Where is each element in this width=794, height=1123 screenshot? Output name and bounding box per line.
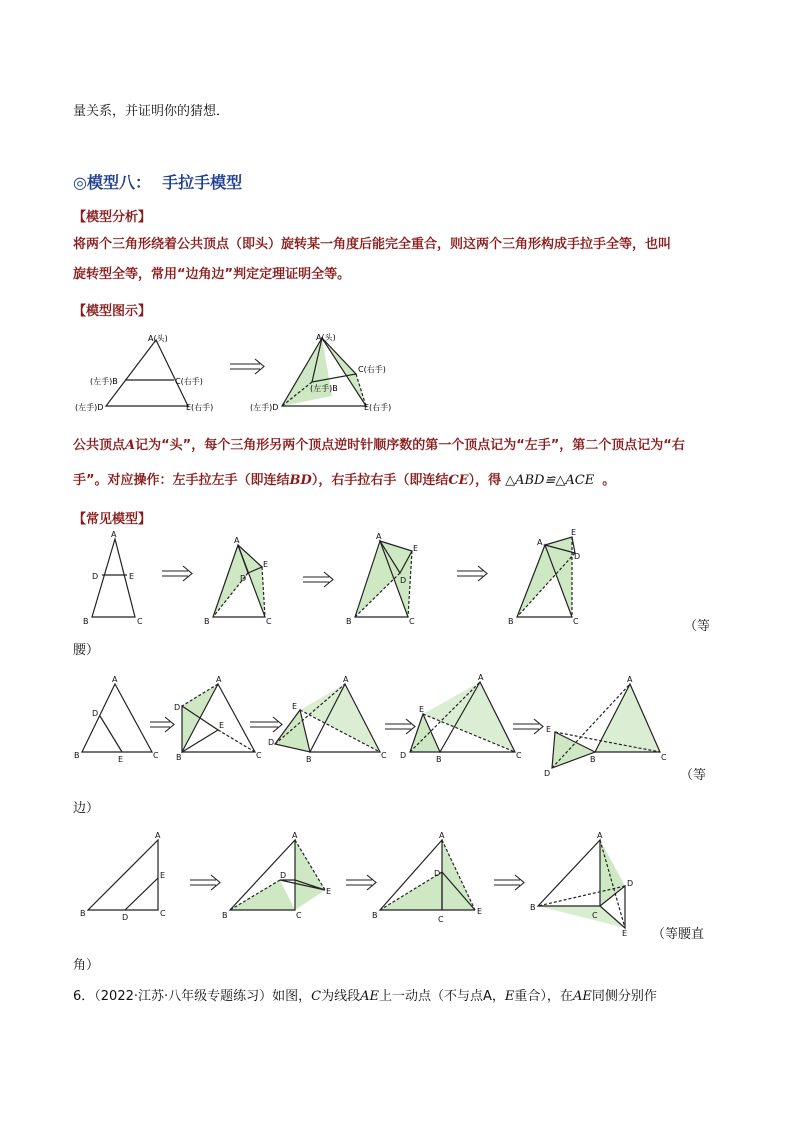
svg-text:D: D — [174, 703, 181, 712]
svg-text:B: B — [436, 755, 442, 764]
svg-text:C: C — [153, 751, 159, 760]
outer-triangle-left — [106, 340, 188, 406]
intro-line: 量关系，并证明你的猜想． — [73, 104, 230, 119]
svg-text:E: E — [118, 755, 124, 764]
label-head-2: A(头) — [316, 333, 336, 342]
arrow-icon — [494, 875, 524, 890]
svg-text:A: A — [627, 675, 633, 684]
label-head-1: A(头) — [148, 334, 168, 343]
arrow-icon — [162, 566, 192, 581]
svg-text:C: C — [573, 617, 579, 626]
svg-text:D: D — [280, 871, 287, 880]
row3-label-b: 角） — [73, 958, 100, 973]
section-title — [73, 170, 242, 193]
label-c-right-2: C(右手) — [358, 365, 386, 374]
svg-text:D: D — [92, 572, 99, 581]
svg-text:A: A — [111, 530, 117, 539]
svg-text:E: E — [219, 721, 225, 730]
svg-text:C: C — [661, 753, 667, 762]
svg-text:E: E — [263, 560, 269, 569]
svg-text:C: C — [137, 617, 143, 626]
isosceles-models — [70, 527, 590, 627]
row3-label-a: （等腰直 — [652, 927, 705, 942]
section-name: 手拉手模型 — [162, 173, 243, 192]
label-e-right-2: E(右手) — [364, 403, 392, 412]
svg-text:A: A — [537, 538, 543, 547]
svg-text:C: C — [160, 909, 166, 918]
arrow-icon — [150, 717, 174, 732]
svg-text:E: E — [160, 871, 166, 880]
arrow-icon — [513, 719, 543, 734]
svg-text:D: D — [544, 769, 551, 778]
svg-text:A: A — [155, 831, 161, 840]
svg-text:A: A — [478, 673, 484, 682]
svg-text:D: D — [574, 552, 581, 561]
svg-text:E: E — [477, 907, 483, 916]
svg-text:D: D — [240, 574, 247, 583]
svg-text:E: E — [292, 702, 298, 711]
svg-text:B: B — [530, 903, 536, 912]
svg-text:D: D — [268, 738, 275, 747]
svg-text:C: C — [592, 911, 598, 920]
svg-text:A: A — [216, 675, 222, 684]
svg-text:B: B — [372, 911, 378, 920]
svg-text:C: C — [381, 751, 387, 760]
label-d-left-1: (左手)D — [75, 403, 104, 412]
label-e-right-1: E(右手) — [186, 403, 214, 412]
arrow-icon — [190, 875, 220, 890]
svg-text:E: E — [622, 929, 628, 938]
analysis-line-2: 旋转型全等，常用“边角边”判定定理证明全等。 — [73, 267, 351, 282]
model-diagram — [70, 328, 410, 420]
row2-label-a: （等 — [680, 768, 707, 783]
svg-text:B: B — [83, 617, 89, 626]
svg-text:E: E — [419, 705, 425, 714]
svg-text:B: B — [204, 617, 210, 626]
svg-text:D: D — [627, 879, 634, 888]
svg-text:D: D — [434, 869, 441, 878]
svg-text:C: C — [296, 911, 302, 920]
label-d-left-2: (左手)D — [250, 403, 279, 412]
svg-text:A: A — [292, 831, 298, 840]
arrow-icon — [230, 359, 264, 374]
svg-text:C: C — [256, 751, 262, 760]
svg-text:A: A — [234, 536, 240, 545]
row1-label-b: 腰） — [73, 643, 100, 658]
arrow-icon — [250, 717, 282, 732]
arrow-icon — [346, 875, 376, 890]
svg-text:D: D — [92, 709, 99, 718]
arrow-icon — [303, 572, 333, 587]
analysis-line-1: 将两个三角形绕着公共顶点（即头）旋转某一角度后能完全重合，则这两个三角形构成手拉手全等，也叫 — [73, 237, 672, 252]
svg-text:B: B — [346, 617, 352, 626]
svg-text:B: B — [508, 617, 514, 626]
svg-text:E: E — [326, 887, 332, 896]
svg-text:A: A — [343, 675, 349, 684]
svg-text:D: D — [400, 751, 407, 760]
label-b-left-2: (左手)B — [310, 384, 338, 393]
section-marker: ◎ — [73, 173, 87, 192]
isosceles-right-models — [70, 828, 650, 938]
svg-text:C: C — [438, 915, 444, 924]
svg-text:A: A — [439, 831, 445, 840]
row2-label-b: 边） — [73, 801, 100, 816]
svg-text:B: B — [74, 751, 80, 760]
svg-text:B: B — [590, 755, 596, 764]
svg-text:C: C — [409, 617, 415, 626]
svg-text:C: C — [266, 617, 272, 626]
svg-text:A: A — [597, 831, 603, 840]
svg-text:C: C — [516, 751, 522, 760]
svg-text:E: E — [413, 544, 419, 553]
svg-text:A: A — [112, 675, 118, 684]
section-prefix: 模型八： — [86, 173, 151, 192]
desc-line-1: 公共顶点A记为“头”，每个三角形另两个顶点逆时针顺序数的第一个顶点记为“左手”，第二个顶点记为“右 — [73, 438, 685, 453]
label-b-left-1: (左手)B — [90, 377, 118, 386]
arrow-icon — [385, 719, 415, 734]
desc-line-2: 手”。对应操作：左手拉左手（即连结BD），右手拉右手（即连结CE），得 △ABD≌△ACE 。 — [73, 473, 616, 488]
svg-text:B: B — [176, 753, 182, 762]
svg-text:E: E — [546, 725, 552, 734]
svg-text:D: D — [122, 913, 129, 922]
svg-text:D: D — [400, 576, 407, 585]
equilateral-models — [70, 672, 670, 780]
svg-text:E: E — [129, 572, 135, 581]
svg-text:B: B — [80, 909, 86, 918]
congruence-formula: △ABD≌△ACE — [505, 473, 595, 488]
label-c-right-1: C(右手) — [175, 377, 203, 386]
arrow-icon — [457, 566, 487, 581]
analysis-heading: 【模型分析】 — [73, 210, 152, 225]
common-heading: 【常见模型】 — [73, 512, 152, 527]
problem-6: 6．（2022·江苏·八年级专题练习）如图，C为线段AE上一动点（不与点A，E重合），在AE同侧分别作 — [73, 989, 657, 1004]
svg-text:E: E — [571, 528, 577, 537]
svg-text:A: A — [376, 532, 382, 541]
diagram-heading: 【模型图示】 — [73, 304, 152, 319]
svg-text:B: B — [222, 911, 228, 920]
row1-label-a: （等 — [684, 619, 711, 634]
svg-text:B: B — [306, 755, 312, 764]
